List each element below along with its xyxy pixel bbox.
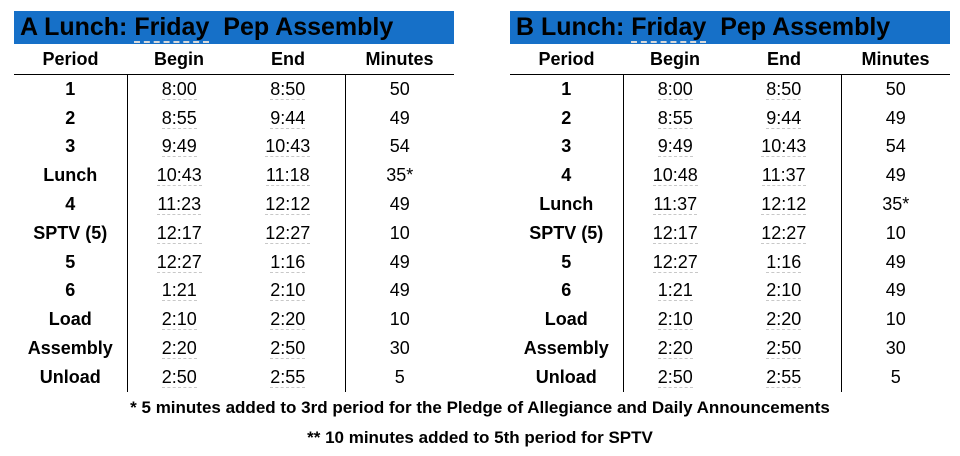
- schedule-row: [510, 334, 950, 363]
- end-time-cell-text: 2:10: [766, 280, 802, 301]
- begin-time-cell: [623, 363, 727, 392]
- end-time-cell-text: 10:43: [761, 136, 807, 157]
- end-time-cell-text: 2:20: [270, 309, 306, 330]
- header-end: End: [767, 48, 801, 69]
- begin-time-cell-text: 9:49: [657, 136, 693, 157]
- end-time-cell-text: 11:37: [761, 165, 806, 186]
- begin-time-cell: [623, 219, 727, 248]
- minutes-cell: 49: [841, 104, 950, 133]
- a-lunch-title-day: Friday: [134, 13, 210, 41]
- begin-time-cell-text: 2:20: [161, 338, 197, 359]
- begin-time-cell: [127, 104, 231, 133]
- end-time-cell: [231, 277, 345, 306]
- begin-time-cell-text: 8:55: [161, 107, 197, 128]
- schedule-row: [14, 305, 454, 334]
- end-time-cell-text: 2:50: [270, 338, 306, 359]
- begin-time-cell: [127, 219, 231, 248]
- minutes-cell: 49: [345, 277, 454, 306]
- begin-time-cell-text: 8:55: [657, 107, 693, 128]
- a-lunch-title-suffix: Pep Assembly: [223, 13, 394, 41]
- end-time-cell: [727, 219, 841, 248]
- period-cell: 2: [561, 107, 572, 128]
- minutes-cell: 49: [841, 277, 950, 306]
- begin-time-cell-text: 10:43: [156, 165, 202, 186]
- footnote-pledge: * 5 minutes added to 3rd period for the Pledge of Allegiance and Daily Announcements: [130, 398, 830, 417]
- end-time-cell-text: 2:55: [766, 366, 802, 387]
- end-time-cell-text: 12:12: [761, 194, 807, 215]
- schedule-row: [510, 219, 950, 248]
- end-time-cell: [231, 75, 345, 104]
- minutes-cell: 49: [345, 190, 454, 219]
- end-time-cell-text: 12:27: [265, 222, 311, 243]
- schedule-row: [14, 219, 454, 248]
- minutes-cell: 54: [841, 133, 950, 162]
- begin-time-cell: [623, 104, 727, 133]
- schedule-row: [14, 190, 454, 219]
- minutes-cell: 10: [841, 305, 950, 334]
- begin-time-cell: [127, 248, 231, 277]
- schedule-row: [14, 104, 454, 133]
- end-time-cell-text: 1:16: [270, 251, 306, 272]
- begin-time-cell: [623, 277, 727, 306]
- begin-time-cell: [623, 305, 727, 334]
- begin-time-cell-text: 1:21: [657, 280, 693, 301]
- minutes-cell: 10: [345, 219, 454, 248]
- begin-time-cell-text: 12:17: [156, 222, 202, 243]
- b-lunch-header-row: [510, 44, 950, 75]
- period-cell: 5: [561, 251, 572, 272]
- schedule-row: [510, 190, 950, 219]
- header-begin: Begin: [649, 48, 700, 69]
- begin-time-cell: [127, 305, 231, 334]
- end-time-cell: [231, 248, 345, 277]
- header-period: Period: [538, 48, 595, 69]
- minutes-cell: 49: [841, 248, 950, 277]
- schedule-row: [510, 104, 950, 133]
- minutes-cell: 50: [841, 75, 950, 104]
- period-cell: Load: [48, 309, 92, 330]
- a-lunch-title-prefix: A Lunch:: [20, 13, 128, 41]
- minutes-cell: 10: [345, 305, 454, 334]
- schedule-row: [510, 161, 950, 190]
- end-time-cell-text: 8:50: [270, 78, 306, 99]
- begin-time-cell: [623, 190, 727, 219]
- schedule-row: [14, 277, 454, 306]
- end-time-cell-text: 10:43: [265, 136, 311, 157]
- b-lunch-title: [510, 11, 950, 44]
- a-lunch-header-row: [14, 44, 454, 75]
- schedule-row: [510, 133, 950, 162]
- end-time-cell: [231, 104, 345, 133]
- begin-time-cell-text: 2:50: [161, 366, 197, 387]
- b-lunch-schedule: [510, 11, 950, 392]
- period-cell: 1: [65, 78, 76, 99]
- begin-time-cell-text: 8:00: [657, 78, 693, 99]
- b-lunch-title-prefix: B Lunch:: [516, 13, 625, 41]
- begin-time-cell: [127, 277, 231, 306]
- begin-time-cell: [623, 133, 727, 162]
- begin-time-cell: [127, 363, 231, 392]
- header-begin: Begin: [153, 48, 204, 69]
- minutes-cell: 49: [841, 161, 950, 190]
- period-cell: 3: [561, 136, 572, 157]
- period-cell: 2: [65, 107, 76, 128]
- end-time-cell: [231, 363, 345, 392]
- end-time-cell: [231, 334, 345, 363]
- begin-time-cell: [127, 334, 231, 363]
- period-cell: 4: [561, 165, 572, 186]
- period-cell: 6: [561, 280, 572, 301]
- end-time-cell: [727, 104, 841, 133]
- begin-time-cell-text: 2:50: [657, 366, 693, 387]
- end-time-cell-text: 9:44: [766, 107, 802, 128]
- period-cell: Assembly: [523, 338, 609, 359]
- end-time-cell: [727, 190, 841, 219]
- period-cell: SPTV (5): [529, 222, 604, 243]
- minutes-cell: 50: [345, 75, 454, 104]
- period-cell: Load: [544, 309, 588, 330]
- schedule-row: [14, 133, 454, 162]
- schedule-row: [14, 248, 454, 277]
- begin-time-cell-text: 12:17: [652, 222, 698, 243]
- end-time-cell: [231, 219, 345, 248]
- header-minutes: Minutes: [861, 48, 930, 69]
- end-time-cell-text: 9:44: [270, 107, 306, 128]
- end-time-cell: [727, 305, 841, 334]
- a-lunch-rows: [14, 75, 454, 392]
- schedule-row: [14, 75, 454, 104]
- end-time-cell-text: 12:27: [761, 222, 807, 243]
- minutes-cell: 10: [841, 219, 950, 248]
- end-time-cell-text: 2:10: [270, 280, 306, 301]
- begin-time-cell-text: 2:10: [657, 309, 693, 330]
- end-time-cell: [231, 161, 345, 190]
- begin-time-cell: [127, 133, 231, 162]
- end-time-cell: [727, 334, 841, 363]
- end-time-cell: [727, 161, 841, 190]
- header-period: Period: [42, 48, 99, 69]
- period-cell: Assembly: [27, 338, 113, 359]
- begin-time-cell-text: 12:27: [156, 251, 202, 272]
- begin-time-cell: [623, 334, 727, 363]
- end-time-cell-text: 8:50: [766, 78, 802, 99]
- b-lunch-title-day: Friday: [631, 13, 707, 41]
- period-cell: 5: [65, 251, 76, 272]
- end-time-cell-text: 12:12: [265, 194, 311, 215]
- period-cell: 1: [561, 78, 572, 99]
- period-cell: SPTV (5): [33, 222, 108, 243]
- minutes-cell: 5: [841, 363, 950, 392]
- a-lunch-schedule: [14, 11, 454, 392]
- begin-time-cell: [623, 75, 727, 104]
- schedule-row: [510, 305, 950, 334]
- period-cell: Unload: [535, 366, 597, 387]
- header-minutes: Minutes: [365, 48, 434, 69]
- end-time-cell: [727, 75, 841, 104]
- begin-time-cell: [623, 161, 727, 190]
- schedule-row: [510, 363, 950, 392]
- begin-time-cell-text: 8:00: [161, 78, 197, 99]
- end-time-cell: [727, 363, 841, 392]
- a-lunch-title: [14, 11, 454, 44]
- schedule-row: [14, 334, 454, 363]
- end-time-cell: [231, 133, 345, 162]
- begin-time-cell-text: 12:27: [652, 251, 698, 272]
- header-end: End: [271, 48, 305, 69]
- end-time-cell-text: 2:20: [766, 309, 802, 330]
- minutes-cell: 30: [345, 334, 454, 363]
- minutes-cell: 5: [345, 363, 454, 392]
- period-cell: 6: [65, 280, 76, 301]
- begin-time-cell-text: 2:10: [161, 309, 197, 330]
- begin-time-cell: [127, 75, 231, 104]
- b-lunch-title-suffix: Pep Assembly: [720, 13, 891, 41]
- end-time-cell: [727, 277, 841, 306]
- minutes-cell: 30: [841, 334, 950, 363]
- begin-time-cell-text: 9:49: [161, 136, 197, 157]
- schedule-row: [510, 277, 950, 306]
- schedule-row: [14, 161, 454, 190]
- begin-time-cell-text: 10:48: [652, 165, 698, 186]
- b-lunch-table: [510, 44, 950, 392]
- end-time-cell-text: 11:18: [265, 165, 310, 186]
- a-lunch-table: [14, 44, 454, 392]
- begin-time-cell-text: 1:21: [161, 280, 197, 301]
- schedule-row: [14, 363, 454, 392]
- begin-time-cell-text: 2:20: [657, 338, 693, 359]
- period-cell: Unload: [39, 366, 101, 387]
- end-time-cell-text: 2:55: [270, 366, 306, 387]
- period-cell: Lunch: [539, 194, 594, 215]
- minutes-cell: 49: [345, 104, 454, 133]
- minutes-cell: 35*: [345, 161, 454, 190]
- b-lunch-rows: [510, 75, 950, 392]
- begin-time-cell-text: 11:37: [653, 194, 698, 215]
- footnote-sptv: ** 10 minutes added to 5th period for SPTV: [307, 428, 653, 447]
- period-cell: 4: [65, 194, 76, 215]
- end-time-cell: [231, 190, 345, 219]
- end-time-cell: [727, 248, 841, 277]
- schedule-row: [510, 75, 950, 104]
- schedule-row: [510, 248, 950, 277]
- minutes-cell: 35*: [841, 190, 950, 219]
- end-time-cell-text: 2:50: [766, 338, 802, 359]
- begin-time-cell-text: 11:23: [157, 194, 202, 215]
- end-time-cell-text: 1:16: [766, 251, 802, 272]
- period-cell: 3: [65, 136, 76, 157]
- minutes-cell: 54: [345, 133, 454, 162]
- period-cell: Lunch: [43, 165, 98, 186]
- begin-time-cell: [127, 161, 231, 190]
- minutes-cell: 49: [345, 248, 454, 277]
- begin-time-cell: [623, 248, 727, 277]
- begin-time-cell: [127, 190, 231, 219]
- end-time-cell: [231, 305, 345, 334]
- end-time-cell: [727, 133, 841, 162]
